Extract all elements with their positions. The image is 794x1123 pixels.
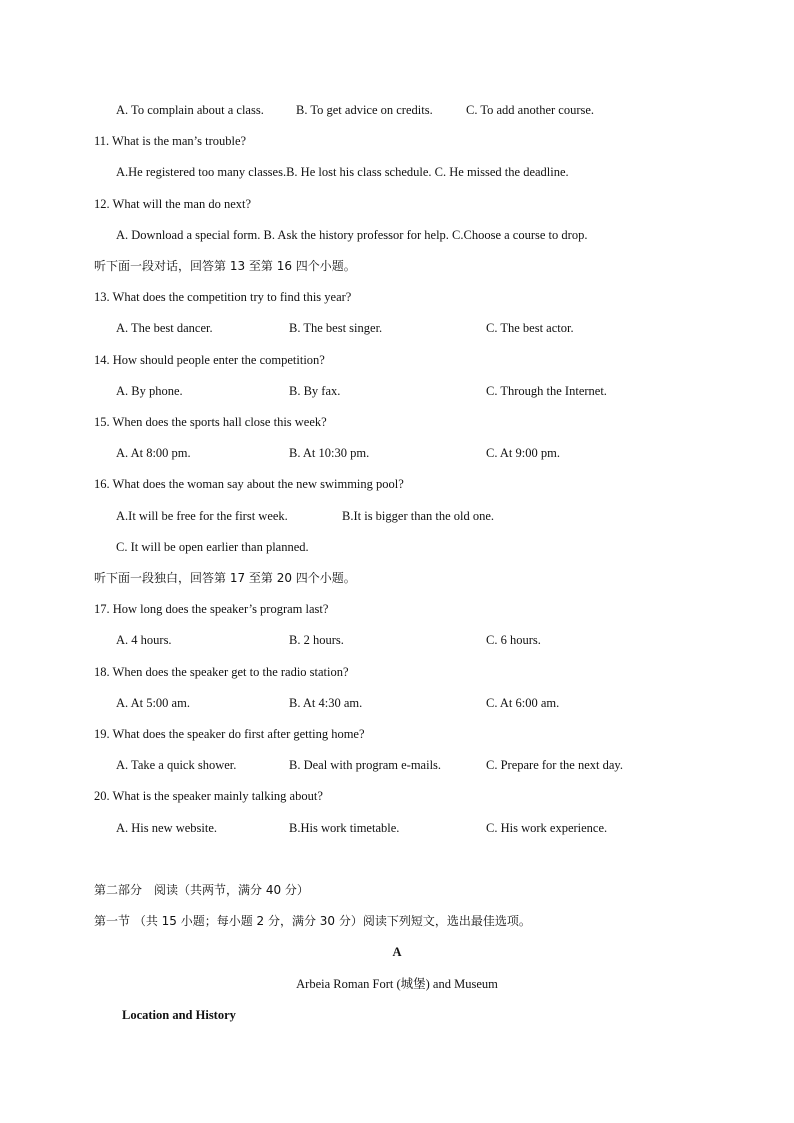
q10-option-b: B. To get advice on credits. [296, 103, 433, 117]
q18-option-c: C. At 6:00 am. [486, 696, 560, 710]
section1-title: 第一节 （共 15 小题；每小题 2 分，满分 30 分）阅读下列短文，选出最佳选项。 [94, 914, 531, 928]
q11-stem: 11. What is the man’s trouble? [94, 134, 247, 148]
q16-option-c: C. It will be open earlier than planned. [116, 540, 309, 554]
q19-stem: 19. What does the speaker do first after getting home? [94, 727, 365, 741]
q20-option-c: C. His work experience. [486, 821, 608, 835]
q18-stem: 18. When does the speaker get to the radio station? [94, 665, 349, 679]
q14-option-b: B. By fax. [289, 384, 341, 398]
q16-option-a: A.It will be free for the first week. [116, 509, 288, 523]
section-instruction-13-16: 听下面一段对话，回答第 13 至第 16 四个小题。 [94, 259, 356, 273]
q17-stem: 17. How long does the speaker’s program last? [94, 602, 329, 616]
q13-option-a: A. The best dancer. [116, 321, 213, 335]
q20-option-b: B.His work timetable. [289, 821, 400, 835]
q14-stem: 14. How should people enter the competition? [94, 353, 325, 367]
q14-option-a: A. By phone. [116, 384, 183, 398]
q15-stem: 15. When does the sports hall close this week? [94, 415, 327, 429]
passage-heading: Location and History [122, 1008, 236, 1022]
q17-option-b: B. 2 hours. [289, 633, 344, 647]
q12-options: A. Download a special form. B. Ask the history professor for help. C.Choose a course to drop. [116, 228, 588, 242]
q18-option-a: A. At 5:00 am. [116, 696, 190, 710]
q10-option-a: A. To complain about a class. [116, 103, 264, 117]
q15-option-a: A. At 8:00 pm. [116, 446, 191, 460]
q13-stem: 13. What does the competition try to find this year? [94, 290, 352, 304]
q11-options: A.He registered too many classes.B. He lost his class schedule. C. He missed the deadline. [116, 165, 569, 179]
q18-option-b: B. At 4:30 am. [289, 696, 363, 710]
q19-option-a: A. Take a quick shower. [116, 758, 237, 772]
q13-option-c: C. The best actor. [486, 321, 574, 335]
q13-option-b: B. The best singer. [289, 321, 383, 335]
q17-option-c: C. 6 hours. [486, 633, 541, 647]
q15-option-c: C. At 9:00 pm. [486, 446, 560, 460]
part2-title: 第二部分 阅读（共两节，满分 40 分） [94, 883, 309, 897]
q17-option-a: A. 4 hours. [116, 633, 172, 647]
passage-letter: A [392, 945, 402, 959]
q20-stem: 20. What is the speaker mainly talking about? [94, 789, 323, 803]
section-instruction-17-20: 听下面一段独白，回答第 17 至第 20 四个小题。 [94, 571, 356, 585]
q20-option-a: A. His new website. [116, 821, 218, 835]
q19-option-b: B. Deal with program e-mails. [289, 758, 442, 772]
q14-option-c: C. Through the Internet. [486, 384, 607, 398]
passage-title: Arbeia Roman Fort (城堡) and Museum [296, 977, 498, 991]
q16-option-b: B.It is bigger than the old one. [342, 509, 495, 523]
q10-option-c: C. To add another course. [466, 103, 595, 117]
q19-option-c: C. Prepare for the next day. [486, 758, 623, 772]
q15-option-b: B. At 10:30 pm. [289, 446, 370, 460]
q16-stem: 16. What does the woman say about the new swimming pool? [94, 477, 404, 491]
q12-stem: 12. What will the man do next? [94, 197, 252, 211]
